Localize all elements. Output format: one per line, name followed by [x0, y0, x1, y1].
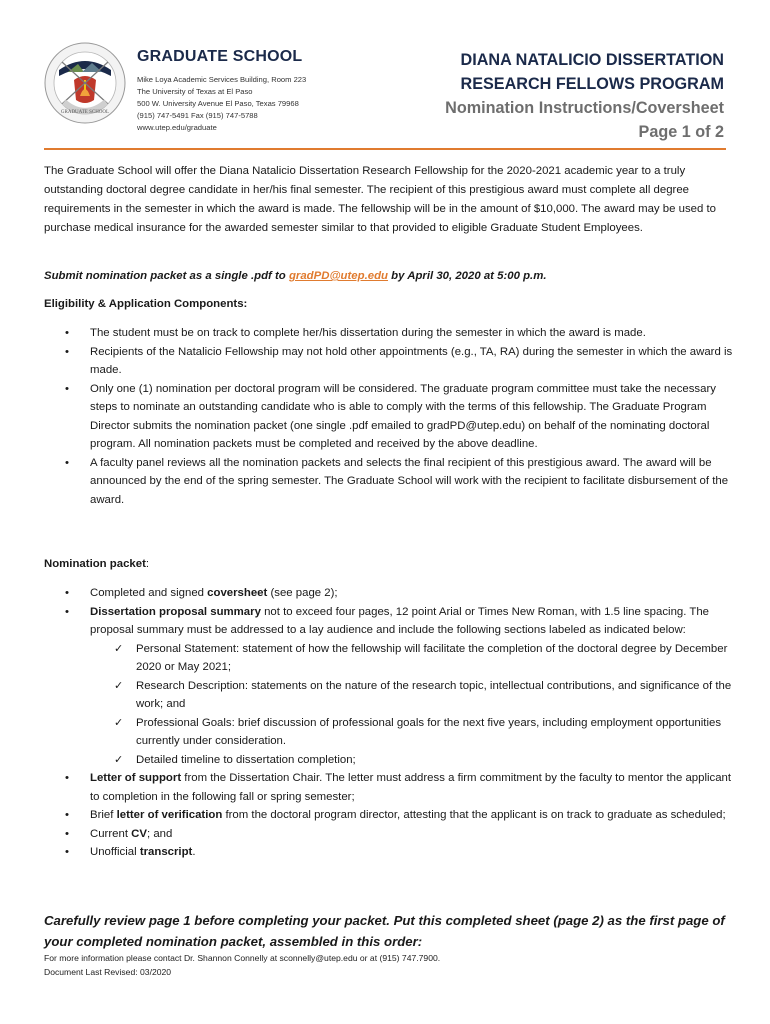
svg-text:GRADUATE SCHOOL: GRADUATE SCHOOL	[60, 110, 110, 115]
nomination-item-letter-of-verification: • Brief letter of verification from the doctoral program director, attesting that the applicant is on track to graduate as scheduled;	[44, 806, 734, 825]
submission-email-link[interactable]: gradPD@utep.edu	[288, 270, 389, 282]
checkmark-icon: ✓	[114, 642, 124, 655]
letter-of-support-label: Letter of support	[90, 772, 182, 784]
org-block	[137, 48, 387, 134]
checklist-item: ✓ Professional Goals: brief discussion of professional goals for the next five years, including employment opportunities currently under consideration.	[90, 714, 734, 751]
eligibility-item: • The student must be on track to complete her/his dissertation during the semester in which the award is made.	[44, 324, 734, 343]
footer-revision-date: Document Last Revised: 03/2020	[44, 967, 172, 977]
nomination-heading-colon: :	[145, 558, 150, 570]
closing-instruction: Carefully review page 1 before completing your packet. Put this completed sheet (page 2) as the first page of your completed nomination packet, assembled in this order:	[44, 913, 725, 949]
nomination-heading	[44, 555, 734, 574]
transcript-label: transcript	[139, 846, 193, 858]
letter-of-verification-label: letter of verification	[116, 809, 223, 821]
proposal-sections-checklist	[90, 640, 734, 770]
nomination-item-transcript: • Unofficial transcript.	[44, 843, 734, 862]
eligibility-item: • A faculty panel reviews all the nomination packets and selects the final recipient of this prestigious award. The award will be announced by the end of the spring semester. The Graduate School will work with the recipient to facilitate disbursement of the award.	[44, 454, 734, 510]
checklist-item: ✓ Personal Statement: statement of how the fellowship will facilitate the completion of the doctoral degree by December 2020 or May 2021;	[90, 640, 734, 677]
org-website: www.utep.edu/graduate	[137, 123, 217, 132]
org-address-building: Mike Loya Academic Services Building, Room 223	[137, 75, 307, 84]
nomination-list	[44, 584, 734, 862]
submission-text-before: Submit nomination packet as a single .pdf to	[44, 270, 289, 282]
org-address-street: 500 W. University Avenue El Paso, Texas 79968	[137, 99, 299, 108]
org-phone-fax: (915) 747-5491 Fax (915) 747-5788	[137, 111, 258, 120]
checkmark-icon: ✓	[114, 753, 124, 766]
header-divider	[44, 148, 726, 150]
eligibility-item: • Recipients of the Natalicio Fellowship may not hold other appointments (e.g., TA, RA) during the semester in which the award is made.	[44, 343, 734, 380]
org-address-university: The University of Texas at El Paso	[137, 87, 253, 96]
nomination-heading-text: Nomination packet	[44, 558, 146, 570]
document-subtitle: Nomination Instructions/Coversheet	[445, 99, 724, 117]
checklist-item: ✓ Detailed timeline to dissertation completion;	[90, 751, 734, 770]
eligibility-list	[44, 324, 734, 509]
program-title-line-2: RESEARCH FELLOWS PROGRAM	[460, 75, 724, 93]
checklist-item: ✓ Research Description: statements on the nature of the research topic, intellectual contributions, and significance of the work; and	[90, 677, 734, 714]
nomination-item-letter-of-support: • Letter of support from the Dissertation Chair. The letter must address a firm commitment by the faculty to mentor the applicant to completion in the following fall or spring semester;	[44, 769, 734, 806]
submission-instruction	[44, 267, 734, 286]
nomination-item-proposal-summary: • Dissertation proposal summary not to exceed four pages, 12 point Arial or Times New Roman, with 1.5 line spacing. The proposal summary must be addressed to a lay audience and include the following sections labeled as indicated below: ✓ Personal Statement: statement of how the fellowship will facilitate the completion of the doctoral degree by December 2020 or May 2021; ✓ Research Description: statements on the nature of the research topic, intellectual contributions, and significance of the work; and ✓ Professional Goals: brief discussion of professional goals for the next five years, including employment opportunities currently under consideration. ✓ Detailed timeline to dissertation completion;	[44, 603, 734, 770]
eligibility-heading: Eligibility & Application Components:	[44, 298, 248, 310]
program-title-line-1: DIANA NATALICIO DISSERTATION	[460, 51, 724, 69]
eligibility-item: • Only one (1) nomination per doctoral program will be considered. The graduate program committee must take the necessary steps to nominate an outstanding candidate who is able to comply with the terms of this fellowship. The Graduate Program Director submits the nomination packet (one single .pdf emailed to gradPD@utep.edu) on behalf of the nominating doctoral program. All nomination packets must be completed and received by the above deadline.	[44, 380, 734, 454]
submission-deadline: by April 30, 2020 at 5:00 p.m.	[388, 270, 547, 282]
nomination-item-cv: • Current CV; and	[44, 825, 734, 844]
page-label: Page 1 of 2	[638, 123, 724, 141]
program-title-block	[394, 48, 724, 144]
cv-label: CV	[131, 827, 147, 840]
checkmark-icon: ✓	[114, 716, 124, 729]
footer-contact: For more information please contact Dr. Shannon Connelly at sconnelly@utep.edu or at (915) 747.7900.	[44, 953, 441, 963]
nomination-item-coversheet: • Completed and signed coversheet (see page 2);	[44, 584, 734, 603]
coversheet-label: coversheet	[207, 587, 268, 599]
checkmark-icon: ✓	[114, 679, 124, 692]
org-title: GRADUATE SCHOOL	[137, 48, 303, 65]
proposal-summary-label: Dissertation proposal summary	[90, 605, 261, 618]
graduate-school-seal-logo	[44, 42, 126, 124]
intro-paragraph: The Graduate School will offer the Diana Natalicio Dissertation Research Fellowship for the 2020-2021 academic year to a truly outstanding doctoral degree candidate in her/his final semester. The recipient of this prestigious award must complete all degree requirements in the semester in which the award is made. The fellowship will be in the amount of $10,000. The award may be used to purchase medical insurance for the awarded semester similar to that provided to eligible Graduate Student Employees.	[44, 165, 716, 234]
